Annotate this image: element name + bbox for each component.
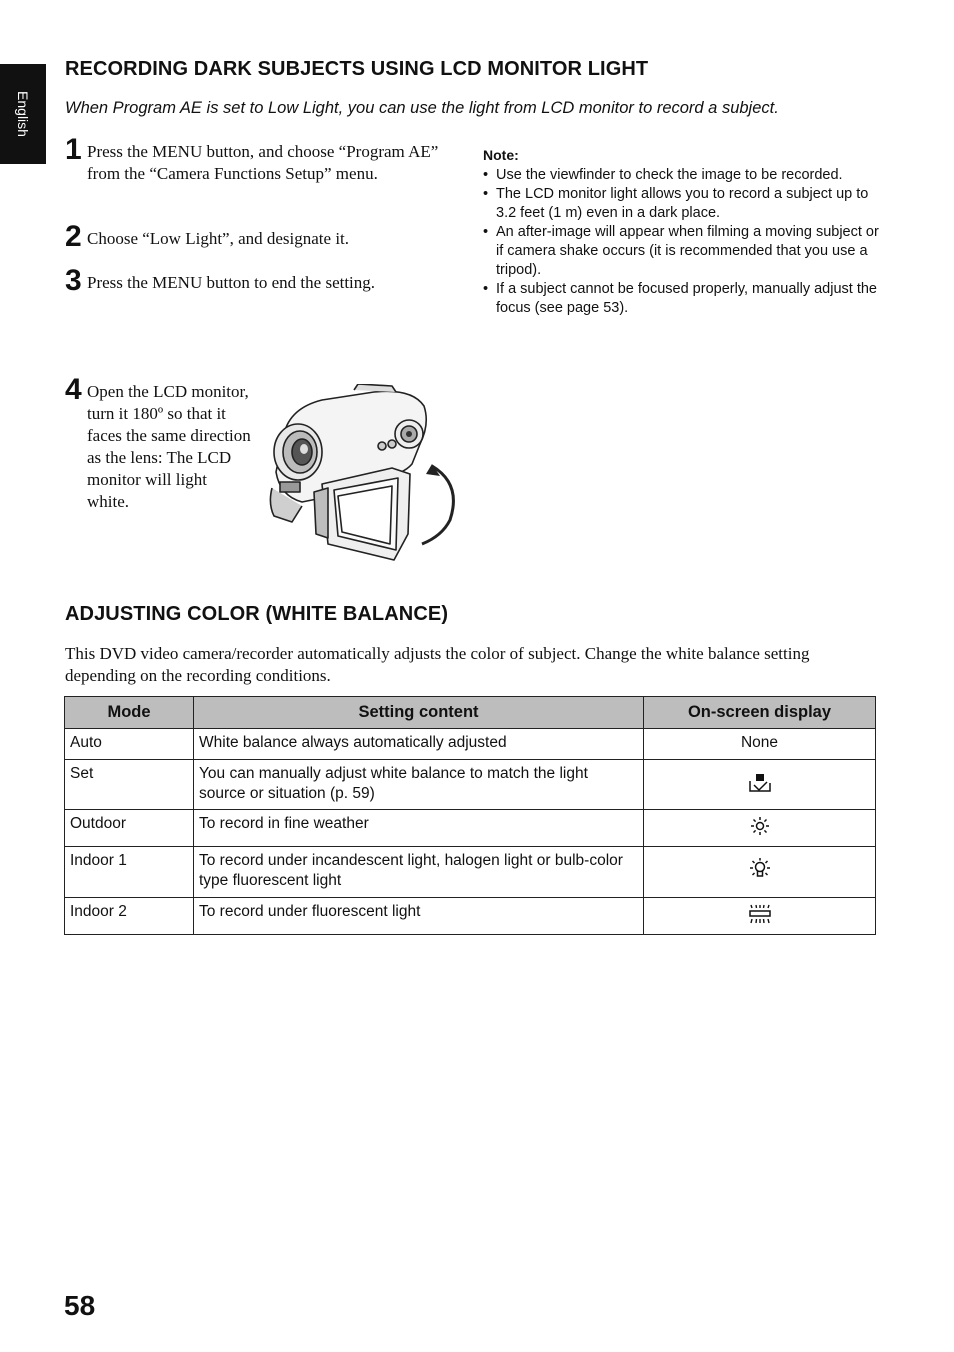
manual-wb-icon <box>747 772 773 794</box>
note-item: • An after-image will appear when filming a moving subject or if camera shake occurs (it is recommended that you use a tripod). <box>483 223 883 280</box>
table-row <box>65 898 876 935</box>
section-title-lcd-light: RECORDING DARK SUBJECTS USING LCD MONITOR LIGHT <box>65 58 649 80</box>
header-display: On-screen display <box>644 697 876 729</box>
cell-setting: To record under incandescent light, halogen light or bulb-color type fluorescent light <box>194 847 644 898</box>
fluorescent-icon <box>748 904 772 924</box>
language-tab-label: English <box>15 91 31 137</box>
table-row <box>65 729 876 760</box>
step-4 <box>65 373 252 513</box>
table-header-row <box>65 697 876 729</box>
cell-setting: To record in fine weather <box>194 810 644 847</box>
header-setting: Setting content <box>194 697 644 729</box>
cell-mode: Indoor 1 <box>65 847 194 898</box>
step-text: Press the MENU button to end the setting. <box>87 273 376 292</box>
note-item: • If a subject cannot be focused properly, manually adjust the focus (see page 53). <box>483 280 883 318</box>
section-title-white-balance: ADJUSTING COLOR (WHITE BALANCE) <box>65 603 449 625</box>
note-title: Note: <box>483 147 519 163</box>
cell-mode: Set <box>65 760 194 810</box>
cell-mode: Outdoor <box>65 810 194 847</box>
cell-setting: You can manually adjust white balance to match the light source or situation (p. 59) <box>194 760 644 810</box>
camcorder-drawing <box>262 384 462 564</box>
step-number: 4 <box>65 373 82 406</box>
step-text: Press the MENU button, and choose “Program AE” from the “Camera Functions Setup” menu. <box>87 142 439 183</box>
cell-mode: Indoor 2 <box>65 898 194 935</box>
step-text: Open the LCD monitor, turn it 180º so that it faces the same direction as the lens: The LCD monitor will light white. <box>87 382 251 511</box>
cell-display <box>644 847 876 898</box>
bulb-icon <box>748 858 772 880</box>
white-balance-table <box>64 696 876 935</box>
cell-display: None <box>644 729 876 760</box>
table-row <box>65 847 876 898</box>
step-3 <box>65 264 455 297</box>
cell-setting: White balance always automatically adjusted <box>194 729 644 760</box>
table-row <box>65 810 876 847</box>
page-number: 58 <box>64 1290 96 1321</box>
camcorder-illustration <box>262 384 462 569</box>
language-tab <box>0 64 46 164</box>
sun-icon <box>750 816 770 836</box>
cell-setting: To record under fluorescent light <box>194 898 644 935</box>
step-number: 3 <box>65 264 82 297</box>
note-item: • The LCD monitor light allows you to record a subject up to 3.2 feet (1 m) even in a dark place. <box>483 185 883 223</box>
section-body: This DVD video camera/recorder automatically adjusts the color of subject. Change the white balance setting depending on the recording conditions. <box>65 644 810 685</box>
step-2 <box>65 220 455 253</box>
step-1 <box>65 133 455 185</box>
table-row <box>65 760 876 810</box>
note-list <box>483 166 883 318</box>
cell-mode: Auto <box>65 729 194 760</box>
step-number: 2 <box>65 220 82 253</box>
step-number: 1 <box>65 133 82 166</box>
step-text: Choose “Low Light”, and designate it. <box>87 229 350 248</box>
header-mode: Mode <box>65 697 194 729</box>
cell-display <box>644 898 876 935</box>
cell-display <box>644 760 876 810</box>
section-intro: When Program AE is set to Low Light, you can use the light from LCD monitor to record a subject. <box>65 99 779 117</box>
note-box <box>483 146 883 318</box>
note-item: • Use the viewfinder to check the image to be recorded. <box>483 166 883 185</box>
cell-display <box>644 810 876 847</box>
